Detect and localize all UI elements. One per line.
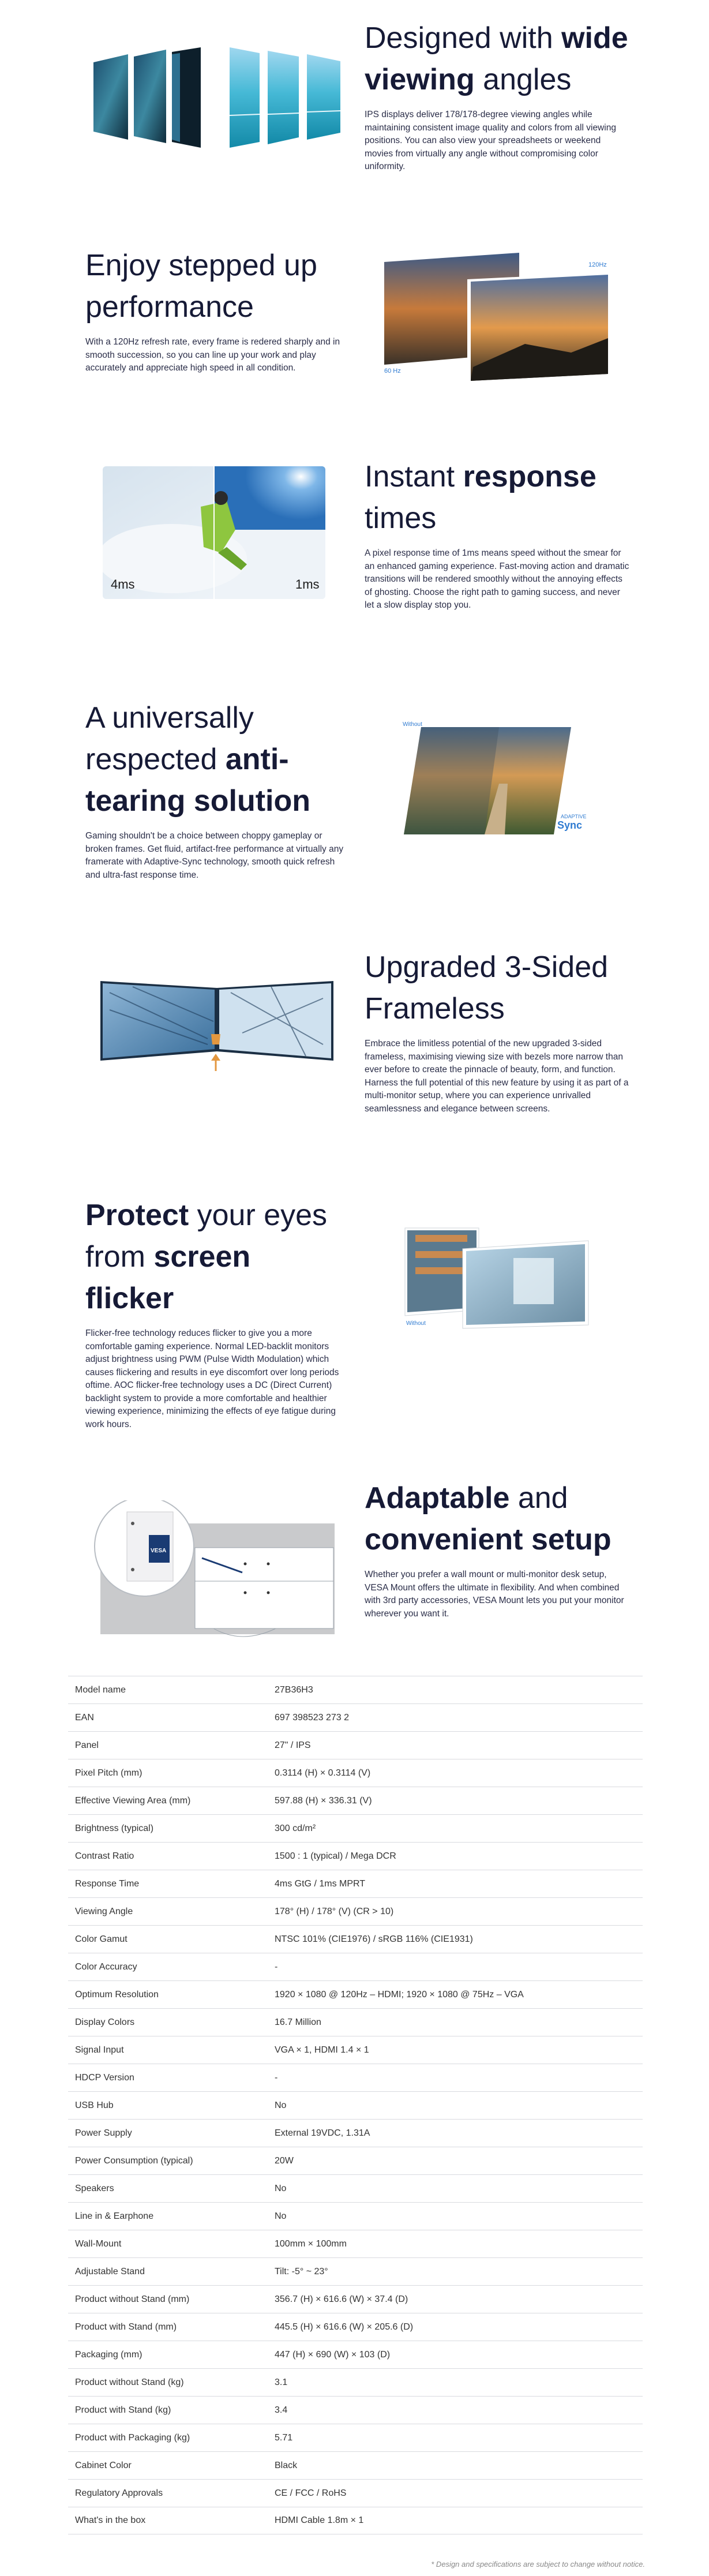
frameless-text: Embrace the limitless potential of the new upgraded 3-sided frameless, maximising viewing size with bezels more narrow than ever before to create the pinnacle of beauty, form, and function. Harness the full potential of this new feature by using it as part of a multi-monitor setup, where you can experience unrivalled seamlessness and elegance between screens. — [365, 1039, 629, 1114]
frameless-title: Upgraded 3-Sided Frameless — [365, 950, 609, 1025]
spec-label: Speakers — [75, 2183, 114, 2193]
spec-row — [68, 1787, 643, 1814]
spec-value: No — [275, 2183, 287, 2193]
section-setup — [0, 1477, 709, 1656]
vesa-logo: VESA — [151, 1548, 167, 1554]
response-slow-label: 4ms — [111, 577, 135, 591]
flicker-free-image — [398, 1223, 594, 1339]
performance-text: With a 120Hz refresh rate, every frame is redered sharply and in smooth succession, so you can line up your work and play accurately and appreciate high speed in all condition. — [85, 337, 340, 373]
spec-value: No — [275, 2100, 287, 2110]
spec-label: Pixel Pitch (mm) — [75, 1768, 142, 1778]
spec-row — [68, 1870, 643, 1897]
refresh-low-label: 60 Hz — [384, 368, 401, 375]
spec-value: 100mm × 100mm — [275, 2238, 347, 2249]
response-fast-label: 1ms — [295, 577, 320, 591]
vesa-mount-image — [92, 1500, 346, 1639]
spec-value: 1920 × 1080 @ 120Hz – HDMI; 1920 × 1080 @ 75Hz – VGA — [275, 1989, 524, 2000]
refresh-rate-image — [381, 252, 617, 384]
spec-value: 447 (H) × 690 (W) × 103 (D) — [275, 2349, 391, 2360]
adaptive-sync-logo: Sync — [557, 819, 583, 831]
spec-row — [68, 2451, 643, 2479]
spec-row — [68, 2396, 643, 2424]
spec-value: Tilt: -5° ~ 23° — [275, 2266, 328, 2277]
spec-value: 3.4 — [275, 2405, 288, 2415]
spec-label: Product with Stand (kg) — [75, 2405, 171, 2415]
spec-value: 16.7 Million — [275, 2017, 321, 2027]
spec-value: 445.5 (H) × 616.6 (W) × 205.6 (D) — [275, 2322, 414, 2332]
section-frameless — [0, 946, 709, 1154]
spec-row — [68, 1980, 643, 2008]
spec-row — [68, 1842, 643, 1870]
spec-value: 0.3114 (H) × 0.3114 (V) — [275, 1768, 371, 1778]
spec-label: Optimum Resolution — [75, 1989, 159, 2000]
without-sync-label: Without — [403, 721, 422, 728]
spec-label: Product with Packaging (kg) — [75, 2432, 190, 2443]
spec-label: Brightness (typical) — [75, 1823, 154, 1833]
performance-title: Enjoy stepped up performance — [85, 249, 317, 324]
spec-label: Viewing Angle — [75, 1906, 133, 1916]
section-response — [0, 444, 709, 652]
spec-label: Color Gamut — [75, 1934, 127, 1944]
spec-row — [68, 1814, 643, 1842]
spec-label: EAN — [75, 1712, 94, 1723]
spec-label: Power Supply — [75, 2128, 132, 2138]
section-performance — [0, 231, 709, 421]
spec-value: - — [275, 2072, 278, 2083]
section-viewing-angles — [0, 0, 709, 190]
spec-row — [68, 2230, 643, 2257]
spec-row — [68, 1897, 643, 1925]
flicker-title: Protect your eyes from screen flicker — [85, 1199, 328, 1315]
viewing-angle-title: Designed with wide viewing angles — [365, 21, 628, 96]
spec-row — [68, 2036, 643, 2064]
spec-value: 3.1 — [275, 2377, 288, 2387]
setup-title: Adaptable and convenient setup — [365, 1481, 612, 1556]
spec-row — [68, 2368, 643, 2396]
spec-row — [68, 2064, 643, 2091]
anti-tearing-text: Gaming shouldn't be a choice between choppy gameplay or broken frames. Get fluid, artifact-free performance at virtually any framerate with Adaptive-Sync technology, smooth quick refresh and ultra-fast response time. — [85, 831, 344, 880]
spec-value: 178° (H) / 178° (V) (CR > 10) — [275, 1906, 394, 1916]
spec-row — [68, 1953, 643, 1980]
section-flicker-free — [0, 1195, 709, 1437]
spec-label: What's in the box — [75, 2515, 146, 2525]
spec-label: Product without Stand (mm) — [75, 2294, 190, 2304]
spec-value: 4ms GtG / 1ms MPRT — [275, 1878, 366, 1889]
spec-label: Product with Stand (mm) — [75, 2322, 177, 2332]
spec-value: NTSC 101% (CIE1976) / sRGB 116% (CIE1931) — [275, 1934, 473, 1944]
spec-row — [68, 2479, 643, 2507]
setup-text: Whether you prefer a wall mount or multi-monitor desk setup, VESA Mount offers the ultimate in flexibility. And when combined with 3rd party accessories, VESA Mount lets you put your monitor wherever you want it. — [365, 1570, 624, 1619]
spec-label: Product without Stand (kg) — [75, 2377, 184, 2387]
spec-value: No — [275, 2211, 287, 2221]
section-anti-tearing — [0, 692, 709, 906]
spec-value: - — [275, 1961, 278, 1972]
spec-label: Display Colors — [75, 2017, 135, 2027]
spec-label: Color Accuracy — [75, 1961, 137, 1972]
spec-value: 27B36H3 — [275, 1684, 313, 1695]
spec-label: Line in & Earphone — [75, 2211, 154, 2221]
spec-label: Adjustable Stand — [75, 2266, 145, 2277]
spec-row — [68, 2147, 643, 2174]
response-time-image — [103, 466, 325, 599]
spec-row — [68, 2285, 643, 2313]
spec-value: 300 cd/m² — [275, 1823, 316, 1833]
spec-row — [68, 1676, 643, 1703]
spec-value: VGA × 1, HDMI 1.4 × 1 — [275, 2045, 369, 2055]
spec-value: CE / FCC / RoHS — [275, 2488, 347, 2498]
anti-tearing-title: A universally respected anti-tearing solution — [85, 701, 310, 818]
response-text: A pixel response time of 1ms means speed without the smear for an enhanced gaming experience. Fast-moving action and dramatic transitions will be rendered smoothly without the annoying effects of ghosting. Choose the right path to gaming success, and never let a slow display stop you. — [365, 548, 629, 610]
spec-row — [68, 2008, 643, 2036]
spec-value: HDMI Cable 1.8m × 1 — [275, 2515, 364, 2525]
spec-label: Regulatory Approvals — [75, 2488, 163, 2498]
spec-label: Model name — [75, 1684, 126, 1695]
spec-label: Signal Input — [75, 2045, 124, 2055]
spec-label: HDCP Version — [75, 2072, 134, 2083]
spec-row — [68, 2424, 643, 2451]
response-title: Instant response times — [365, 460, 597, 535]
spec-value: 356.7 (H) × 616.6 (W) × 37.4 (D) — [275, 2294, 408, 2304]
flicker-text: Flicker-free technology reduces flicker to give you a more comfortable gaming experience. Normal LED-backlit monitors adjust brightness using PWM (Pulse Width Modulation) which causes flickering and results in eye discomfort over long periods oftime. AOC flicker-free technology uses a DC (Direct Current) backlight system to provide a more comfortable and healthier viewing experience, minimizing the effects of eye fatigue during work hours. — [85, 1328, 339, 1429]
spec-row — [68, 2341, 643, 2368]
spec-label: Wall-Mount — [75, 2238, 122, 2249]
spec-label: Power Consumption (typical) — [75, 2155, 193, 2166]
spec-value: Black — [275, 2460, 298, 2470]
spec-label: Packaging (mm) — [75, 2349, 142, 2360]
spec-row — [68, 2119, 643, 2147]
adaptive-sync-logo-top: ADAPTIVE — [561, 814, 587, 819]
spec-value: 20W — [275, 2155, 294, 2166]
spec-row — [68, 1731, 643, 1759]
adaptive-sync-image — [398, 714, 594, 841]
spec-value: 697 398523 273 2 — [275, 1712, 350, 1723]
without-flicker-label: Without — [406, 1320, 426, 1327]
frameless-monitors-image — [98, 969, 335, 1073]
spec-value: 597.88 (H) × 336.31 (V) — [275, 1795, 372, 1806]
spec-value: 27" / IPS — [275, 1740, 311, 1750]
spec-row — [68, 2507, 643, 2534]
spec-value: External 19VDC, 1.31A — [275, 2128, 370, 2138]
refresh-high-label: 120Hz — [588, 261, 607, 268]
viewing-angle-image — [92, 46, 346, 150]
spec-row — [68, 2257, 643, 2285]
spec-value: 1500 : 1 (typical) / Mega DCR — [275, 1851, 396, 1861]
spec-row — [68, 1703, 643, 1731]
spec-value: 5.71 — [275, 2432, 293, 2443]
spec-table — [68, 1676, 643, 2534]
spec-row — [68, 2174, 643, 2202]
spec-label: Response Time — [75, 1878, 140, 1889]
spec-row — [68, 2202, 643, 2230]
spec-row — [68, 2313, 643, 2341]
viewing-angle-text: IPS displays deliver 178/178-degree viewing angles while maintaining consistent image quality and colors from all viewing positions. You can also view your spreadsheets or weekend movies from virtually any angle without compromising color uniformity. — [365, 110, 616, 171]
spec-row — [68, 1925, 643, 1953]
disclaimer-note: * Design and specifications are subject to change without notice. — [431, 2560, 645, 2568]
spec-label: Contrast Ratio — [75, 1851, 134, 1861]
spec-label: Panel — [75, 1740, 99, 1750]
spec-row — [68, 2091, 643, 2119]
spec-label: Effective Viewing Area (mm) — [75, 1795, 191, 1806]
spec-row — [68, 1759, 643, 1787]
spec-label: Cabinet Color — [75, 2460, 132, 2470]
spec-label: USB Hub — [75, 2100, 114, 2110]
